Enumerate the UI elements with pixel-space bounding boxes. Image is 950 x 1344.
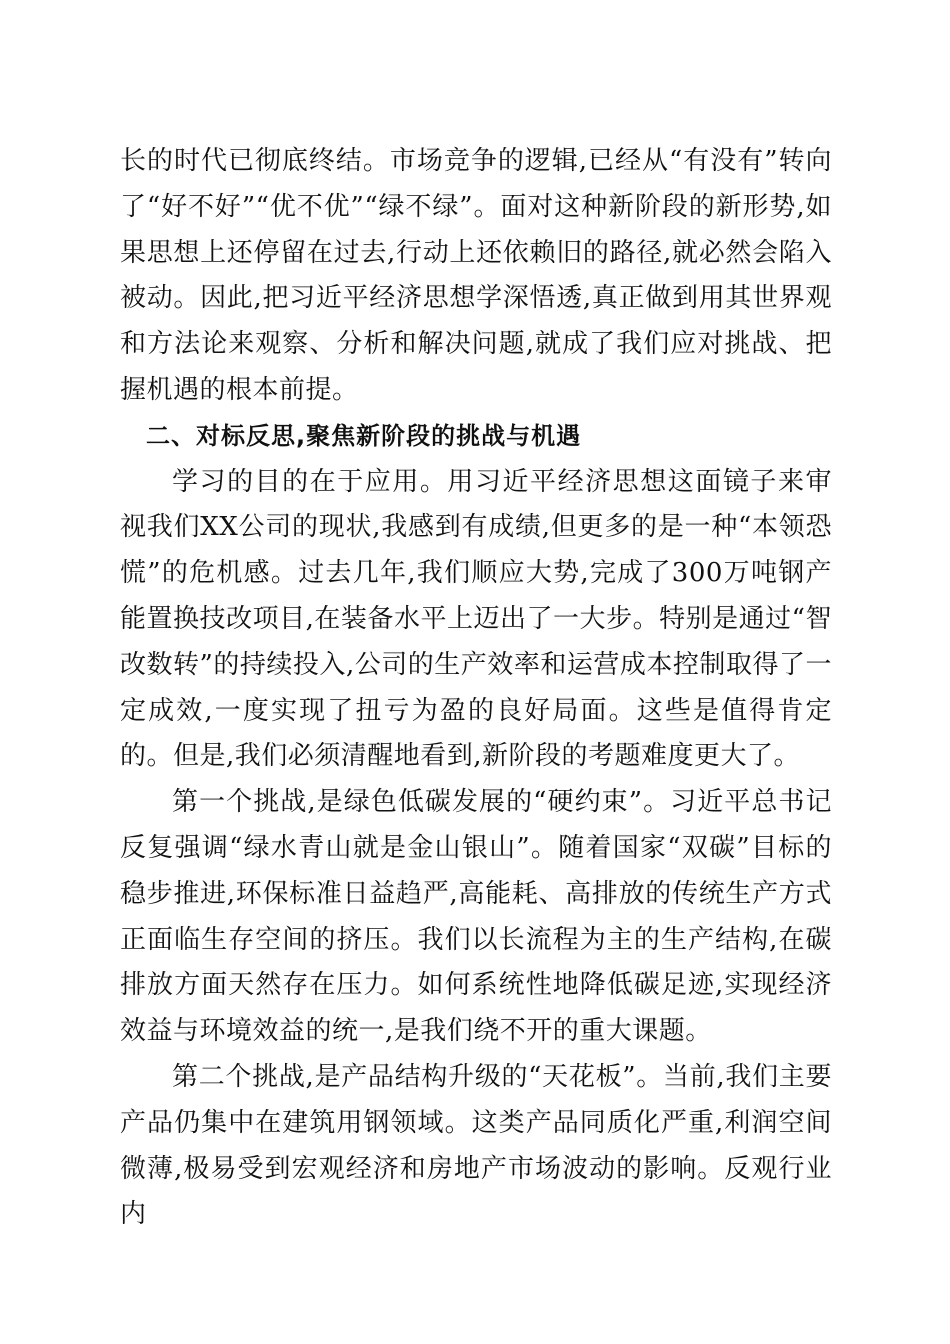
paragraph-second-challenge: 第二个挑战,是产品结构升级的“天花板”。当前,我们主要产品仍集中在建筑用钢领域。这类产品同质化严重,利润空间微薄,极易受到宏观经济和房地产市场波动的影响。反观行业内 — [120, 1061, 832, 1230]
document-body — [120, 139, 832, 1238]
paragraph-first-challenge: 第一个挑战,是绿色低碳发展的“硬约束”。习近平总书记反复强调“绿水青山就是金山银山”。随着国家“双碳”目标的稳步推进,环保标准日益趋严,高能耗、高排放的传统生产方式正面临生存空间的挤压。我们以长流程为主的生产结构,在碳排放方面天然存在压力。如何系统性地降低碳足迹,实现经济效益与环境效益的统一,是我们绕不开的重大课题。 — [120, 787, 832, 1047]
paragraph-continued: 长的时代已彻底终结。市场竞争的逻辑,已经从“有没有”转向了“好不好”“优不优”“绿不绿”。面对这种新阶段的新形势,如果思想上还停留在过去,行动上还依赖旧的路径,就必然会陷入被动。因此,把习近平经济思想学深悟透,真正做到用其世界观和方法论来观察、分析和解决问题,就成了我们应对挑战、把握机遇的根本前提。 — [120, 146, 832, 405]
section-heading: 二、对标反思,聚焦新阶段的挑战与机遇 — [146, 421, 582, 450]
paragraph-application: 学习的目的在于应用。用习近平经济思想这面镜子来审视我们XX公司的现状,我感到有成绩,但更多的是一种“本领恐慌”的危机感。过去几年,我们顺应大势,完成了300万吨钢产能置换技改项目,在装备水平上迈出了一大步。特别是通过“智改数转”的持续投入,公司的生产效率和运营成本控制取得了一定成效,一度实现了扭亏为盈的良好局面。这些是值得肯定的。但是,我们必须清醒地看到,新阶段的考题难度更大了。 — [120, 466, 832, 772]
